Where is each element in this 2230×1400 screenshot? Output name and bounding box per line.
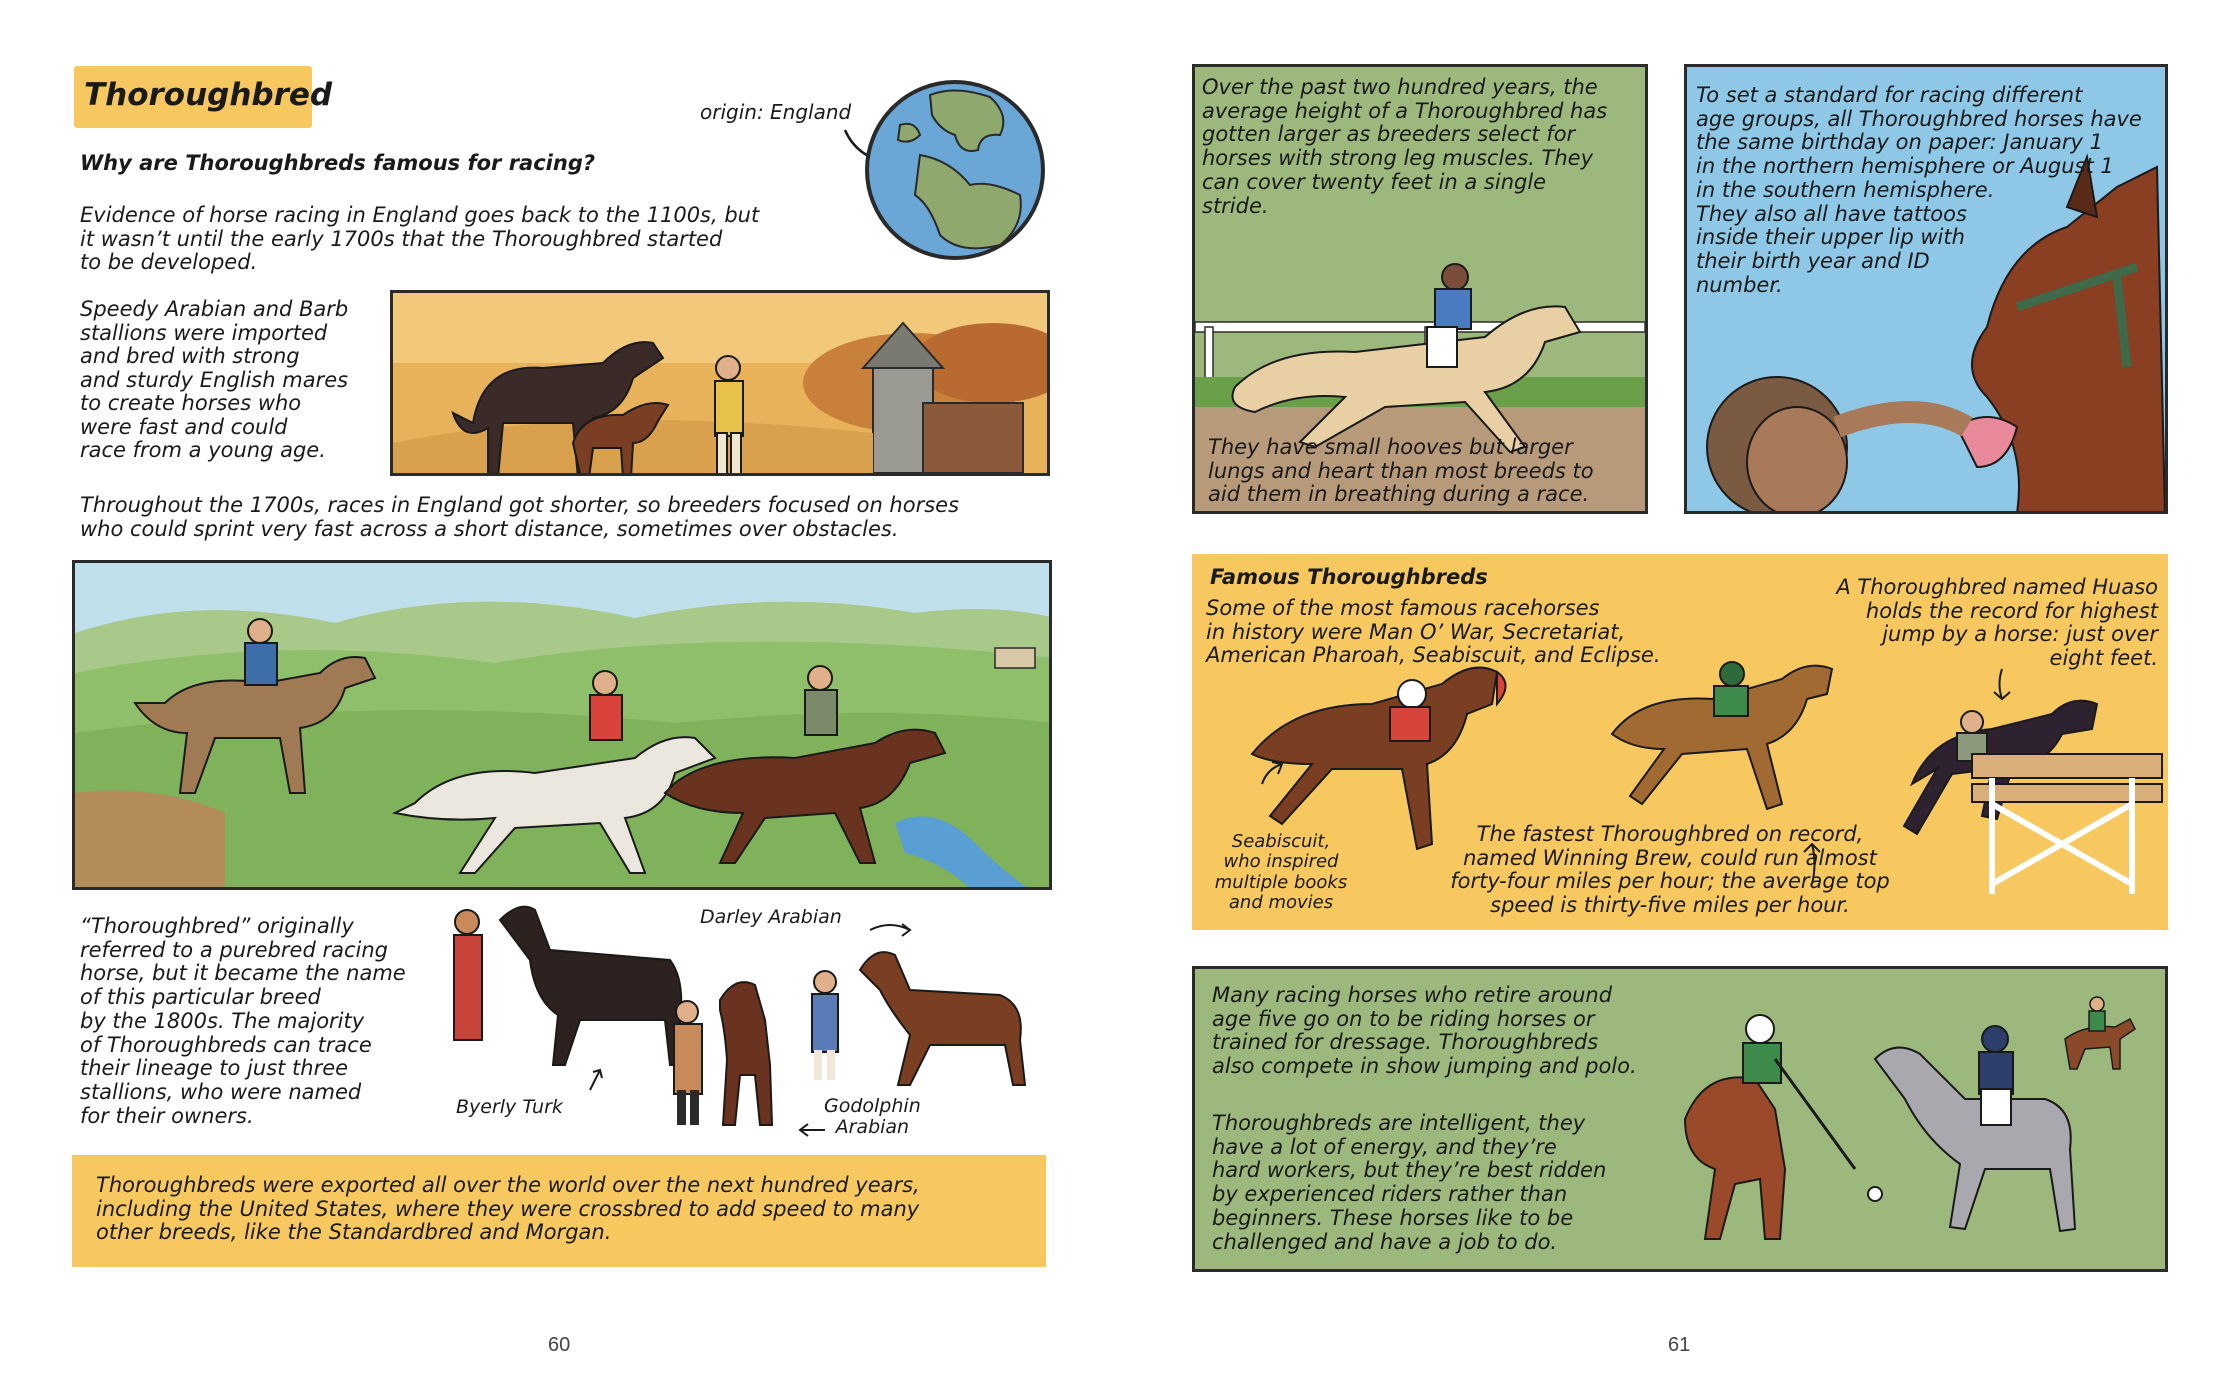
intro-paragraph [80,204,800,275]
text-line: gotten larger as breeders select for [1202,122,1576,147]
text-line: their lineage to just three [80,1056,349,1081]
text-line: Throughout the 1700s, races in England got shorter, so breeders focused on horses [80,493,960,517]
text-line: A Thoroughbred named Huaso [1836,575,2158,599]
polo-illustration [1665,969,2165,1269]
text-line: have a lot of energy, and they’re [1212,1134,1557,1159]
text-line: inside their upper lip with [1696,225,1965,250]
globe-icon [860,75,1050,265]
text-line: They have small hooves but larger [1208,435,1573,459]
text-line: number. [1696,272,1783,297]
text-line: jump by a horse: just over [1882,622,2158,647]
text-line: aid them in breathing during a race. [1208,482,1590,507]
seabiscuit-caption [1206,832,1356,913]
text-line: in the northern hemisphere or August 1 [1696,154,2114,179]
text-line: They also all have tattoos [1696,201,1967,226]
text-line: Over the past two hundred years, the [1202,75,1598,99]
text-line: the same birthday on paper: January 1 [1696,130,2103,155]
label-godolphin-arabian [824,1096,921,1139]
text-line: also compete in show jumping and polo. [1212,1054,1637,1079]
text-line: it wasn’t until the early 1700s that the Thoroughbred started [80,226,723,251]
text-line: to create horses who [80,391,302,416]
page-number-right: 61 [1668,1334,1691,1356]
text-line: Some of the most famous racehorses [1206,596,1600,620]
text-line: by experienced riders rather than [1212,1182,1568,1207]
page-number-left: 60 [548,1334,571,1356]
text-line: To set a standard for racing different [1696,83,2083,107]
text-line: and sturdy English mares [80,367,349,392]
text-line: “Thoroughbred” originally [80,914,354,938]
text-line: eight feet. [2049,646,2158,671]
name-origin-paragraph [80,915,440,1128]
text-line: for their owners. [80,1103,254,1128]
text-line: age five go on to be riding horses or [1212,1006,1595,1031]
text-line: were fast and could [80,414,288,439]
text-line: horses with strong leg muscles. They [1202,146,1594,171]
text-line: beginners. These horses like to be [1212,1205,1574,1230]
text-line: their birth year and ID [1696,249,1930,274]
text-line: including the United States, where they were crossbred to add speed to many [96,1196,920,1221]
export-paragraph [96,1174,1036,1245]
birthday-paragraph [1696,84,2156,297]
question-heading: Why are Thoroughbreds famous for racing? [80,151,596,175]
text-line: multiple books [1214,871,1348,893]
text-line: who inspired [1223,851,1339,873]
farm-scene-illustration [390,290,1050,476]
label-darley-arabian: Darley Arabian [700,906,842,928]
text-line: Thoroughbreds were exported all over the world over the next hundred years, [96,1173,920,1197]
text-line: hard workers, but they’re best ridden [1212,1158,1607,1183]
text-line: forty-four miles per hour; the average top [1450,869,1890,894]
text-line: stallions, who were named [80,1080,362,1105]
text-line: race from a young age. [80,438,326,463]
text-line: and bred with strong [80,344,300,369]
text-line: to be developed. [80,250,258,275]
text-line: challenged and have a job to do. [1212,1229,1558,1254]
countryside-race-illustration [72,560,1052,890]
text-line: Evidence of horse racing in England goes back to the 1100s, but [80,203,760,227]
famous-paragraph [1206,597,1686,668]
origin-label: origin: England [700,100,852,124]
famous-heading: Famous Thoroughbreds [1210,565,1488,589]
text-line: Many racing horses who retire around [1212,983,1613,1007]
retire-paragraph [1212,984,1692,1079]
text-line: named Winning Brew, could run almost [1463,845,1877,870]
label-byerly-turk: Byerly Turk [456,1096,563,1118]
text-line: of this particular breed [80,985,321,1010]
text-line: stallions were imported [80,320,328,345]
text-line: who could sprint very fast across a short distance, sometimes over obstacles. [80,516,899,541]
text-line: of Thoroughbreds can trace [80,1032,372,1057]
text-line: Seabiscuit, [1231,831,1331,852]
text-line: Thoroughbreds are intelligent, they [1212,1111,1586,1135]
arabian-paragraph [80,298,380,463]
text-line: referred to a purebred racing [80,937,388,962]
text-line: other breeds, like the Standardbred and Morgan. [96,1220,612,1245]
huaso-paragraph [1790,576,2158,671]
text-line: in history were Man O’ War, Secretariat, [1206,619,1626,644]
sprint-paragraph [80,494,1060,541]
text-line: by the 1800s. The majority [80,1008,365,1033]
text-line: average height of a Thoroughbred has [1202,98,1608,123]
text-line: Godolphin [824,1095,921,1117]
text-line: American Pharoah, Seabiscuit, and Eclipse. [1206,643,1661,668]
text-line: Speedy Arabian and Barb [80,297,349,321]
intelligent-paragraph [1212,1112,1692,1254]
text-line: trained for dressage. Thoroughbreds [1212,1030,1599,1055]
text-line: holds the record for highest [1865,598,2158,623]
page-title: Thoroughbred [84,77,333,113]
text-line: lungs and heart than most breeds to [1208,458,1594,483]
text-line: Arabian [835,1116,910,1139]
text-line: speed is thirty-five miles per hour. [1490,893,1850,918]
hooves-paragraph [1208,436,1648,507]
text-line: can cover twenty feet in a single [1202,169,1547,194]
text-line: in the southern hemisphere. [1696,177,1995,202]
text-line: stride. [1202,193,1269,218]
text-line: horse, but it became the name [80,961,406,986]
height-paragraph [1202,76,1642,218]
text-line: and movies [1228,891,1334,913]
text-line: The fastest Thoroughbred on record, [1476,822,1864,846]
fastest-paragraph [1430,823,1910,918]
text-line: age groups, all Thoroughbred horses have [1696,106,2142,131]
